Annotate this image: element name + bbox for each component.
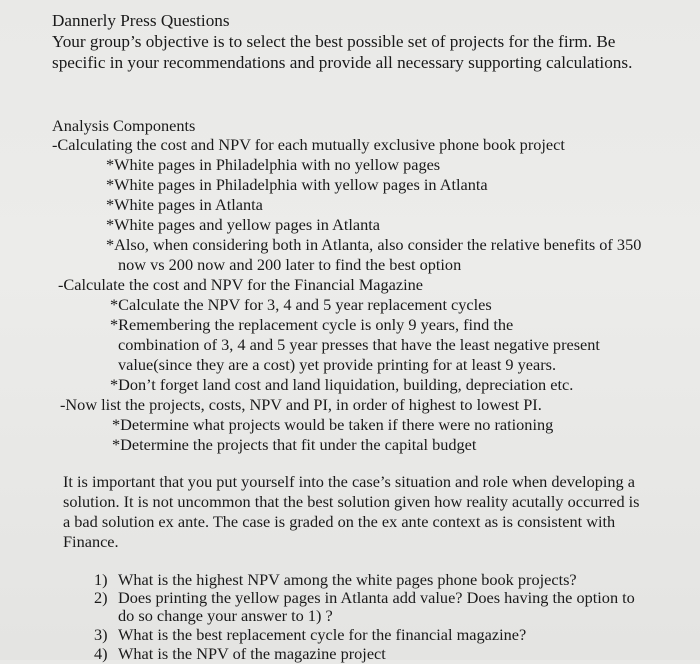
note-line: Finance. (63, 532, 119, 551)
note-line: a bad solution ex ante. The case is graded on the ex ante context as is consistent with (63, 512, 616, 531)
question-text-continued: do so change your answer to 1) ? (118, 606, 333, 625)
phone-book-item: *White pages in Philadelphia with no yellow pages (106, 155, 441, 174)
magazine-item-continued: value(since they are a cost) yet provide printing for at least 9 years. (118, 355, 557, 374)
objective-line-2: specific in your recommendations and provide all necessary supporting calculations. (52, 53, 633, 72)
note-line: solution. It is not uncommon that the best solution given how reality acutally occurred is (63, 492, 640, 511)
phone-book-item: *White pages and yellow pages in Atlanta (106, 215, 380, 234)
phone-book-item: *White pages in Philadelphia with yellow pages in Atlanta (106, 175, 488, 194)
analysis-heading: Analysis Components (52, 116, 196, 135)
magazine-item-continued: combination of 3, 4 and 5 year presses that have the least negative present (118, 335, 600, 354)
question-number: 1) (94, 570, 108, 589)
magazine-item: *Don’t forget land cost and land liquidation, building, depreciation etc. (110, 375, 574, 394)
question-text: What is the NPV of the magazine project (118, 644, 386, 663)
question-text: What is the best replacement cycle for the financial magazine? (118, 625, 527, 644)
document-title: Dannerly Press Questions (52, 11, 230, 30)
ranking-item: *Determine the projects that fit under the capital budget (112, 435, 477, 454)
question-number: 2) (94, 588, 108, 607)
magazine-title: -Calculate the cost and NPV for the Financial Magazine (58, 275, 424, 294)
ranking-title: -Now list the projects, costs, NPV and PI, in order of highest to lowest PI. (60, 395, 542, 414)
objective-line-1: Your group’s objective is to select the best possible set of projects for the firm. Be (52, 32, 616, 51)
question-number: 3) (94, 625, 108, 644)
magazine-item: *Calculate the NPV for 3, 4 and 5 year replacement cycles (110, 295, 492, 314)
question-text: What is the highest NPV among the white pages phone book projects? (118, 570, 577, 589)
question-number: 4) (94, 644, 108, 663)
magazine-item: *Remembering the replacement cycle is only 9 years, find the (110, 315, 514, 334)
ranking-item: *Determine what projects would be taken if there were no rationing (112, 415, 554, 434)
phone-book-item: *White pages in Atlanta (106, 195, 263, 214)
phone-book-item-continued: now vs 200 now and 200 later to find the best option (118, 255, 462, 274)
phone-book-title: -Calculating the cost and NPV for each mutually exclusive phone book project (52, 135, 565, 154)
question-text: Does printing the yellow pages in Atlanta add value? Does having the option to (118, 588, 635, 607)
phone-book-item: *Also, when considering both in Atlanta, also consider the relative benefits of 350 (106, 235, 642, 254)
note-line: It is important that you put yourself into the case’s situation and role when developing a (63, 472, 635, 491)
